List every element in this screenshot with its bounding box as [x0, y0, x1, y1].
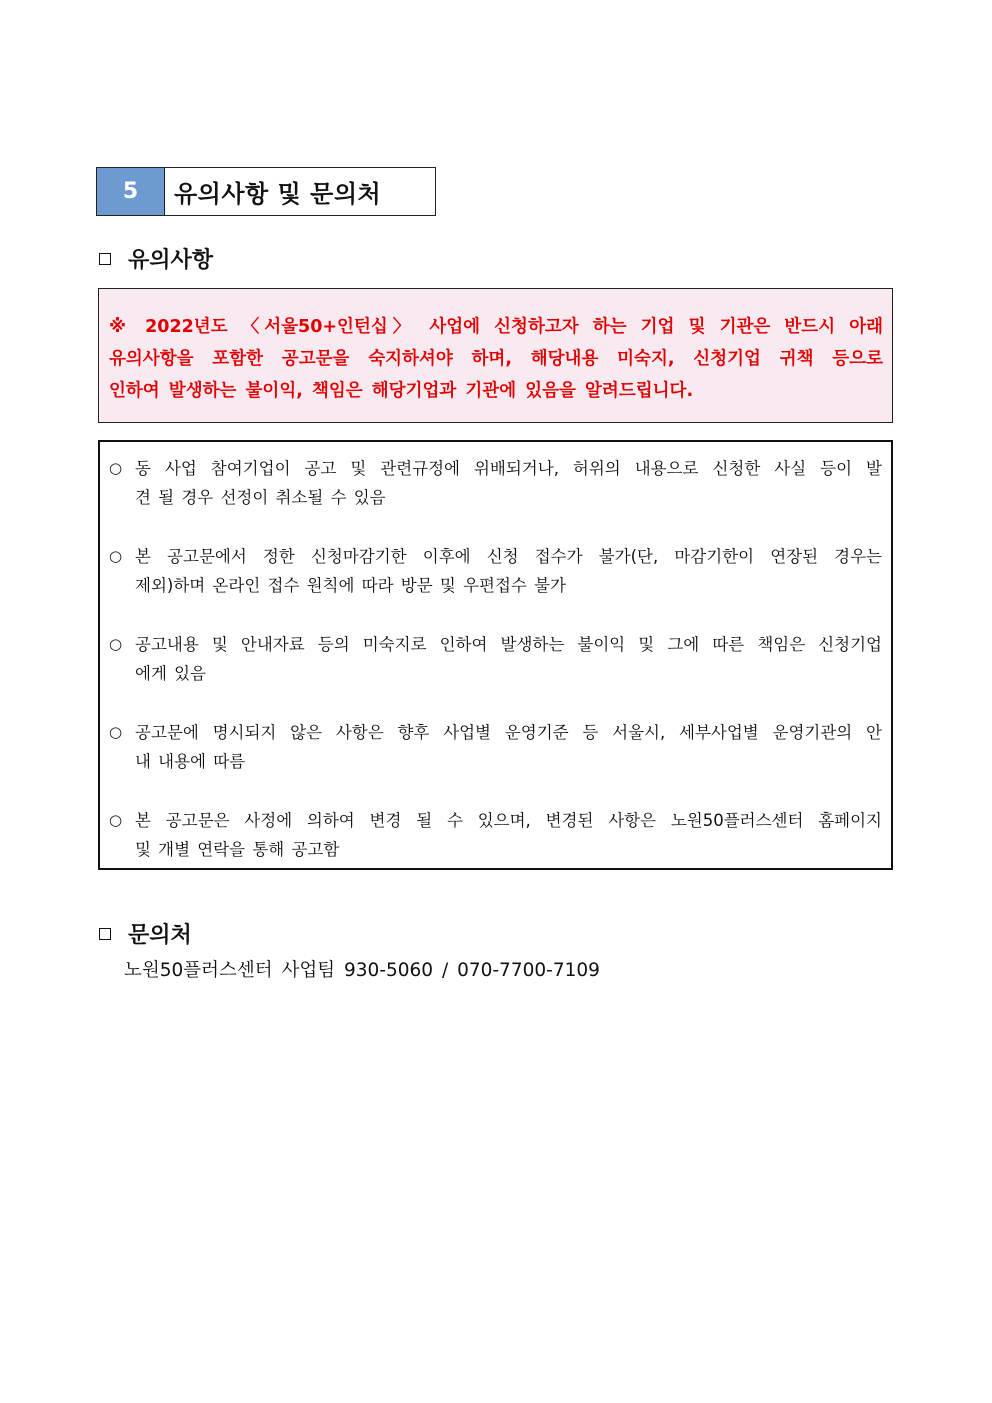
square-bullet-icon — [99, 928, 111, 940]
note-text: 본 공고문에서 정한 신청마감기한 이후에 신청 접수가 불가(단, 마감기한이 연장된 경우는 — [135, 547, 882, 566]
contact-heading — [99, 918, 192, 949]
precautions-heading — [99, 243, 213, 274]
section-number: 5 — [97, 168, 165, 215]
note-item — [109, 630, 882, 688]
section-title: 유의사항 및 문의처 — [174, 180, 382, 208]
warning-line: ※ 2022년도 〈서울50+인턴십〉 사업에 신청하고자 하는 기업 및 기관은 반드시 아래 — [109, 317, 883, 337]
note-text-cont: 견 될 경우 선정이 취소될 수 있음 — [135, 488, 386, 507]
circle-bullet-icon: ○ — [109, 723, 123, 741]
square-bullet-icon — [99, 253, 111, 265]
contact-info: 노원50플러스센터 사업팀 930-5060 / 070-7700-7109 — [124, 960, 600, 981]
note-text: 공고내용 및 안내자료 등의 미숙지로 인하여 발생하는 불이익 및 그에 따른 책임은 신청기업 — [135, 635, 882, 654]
section-title-box — [96, 167, 436, 216]
circle-bullet-icon: ○ — [109, 459, 123, 477]
circle-bullet-icon: ○ — [109, 547, 123, 565]
note-text: 본 공고문은 사정에 의하여 변경 될 수 있으며, 변경된 사항은 노원50플러스센터 홈페이지 — [135, 811, 882, 830]
warning-line: 인하여 발생하는 불이익, 책임은 해당기업과 기관에 있음을 알려드립니다. — [109, 381, 694, 401]
note-text-cont: 및 개별 연락을 통해 공고함 — [135, 840, 340, 859]
notes-box — [98, 440, 893, 870]
warning-line: 유의사항을 포함한 공고문을 숙지하셔야 하며, 해당내용 미숙지, 신청기업 귀책 등으로 — [109, 349, 883, 369]
note-item — [109, 718, 882, 776]
note-text-cont: 제외)하며 온라인 접수 원칙에 따라 방문 및 우편접수 불가 — [135, 576, 566, 595]
note-item — [109, 454, 882, 512]
note-item — [109, 542, 882, 600]
note-text: 공고문에 명시되지 않은 사항은 향후 사업별 운영기준 등 서울시, 세부사업별 운영기관의 안 — [135, 723, 882, 742]
note-item — [109, 806, 882, 864]
precautions-heading-text: 유의사항 — [128, 248, 214, 273]
note-text: 동 사업 참여기업이 공고 및 관련규정에 위배되거나, 허위의 내용으로 신청한 사실 등이 발 — [135, 459, 882, 478]
contact-heading-text: 문의처 — [128, 923, 192, 948]
warning-box — [98, 288, 893, 423]
note-text-cont: 에게 있음 — [135, 664, 207, 683]
circle-bullet-icon: ○ — [109, 635, 123, 653]
note-text-cont: 내 내용에 따름 — [135, 752, 246, 771]
circle-bullet-icon: ○ — [109, 811, 123, 829]
